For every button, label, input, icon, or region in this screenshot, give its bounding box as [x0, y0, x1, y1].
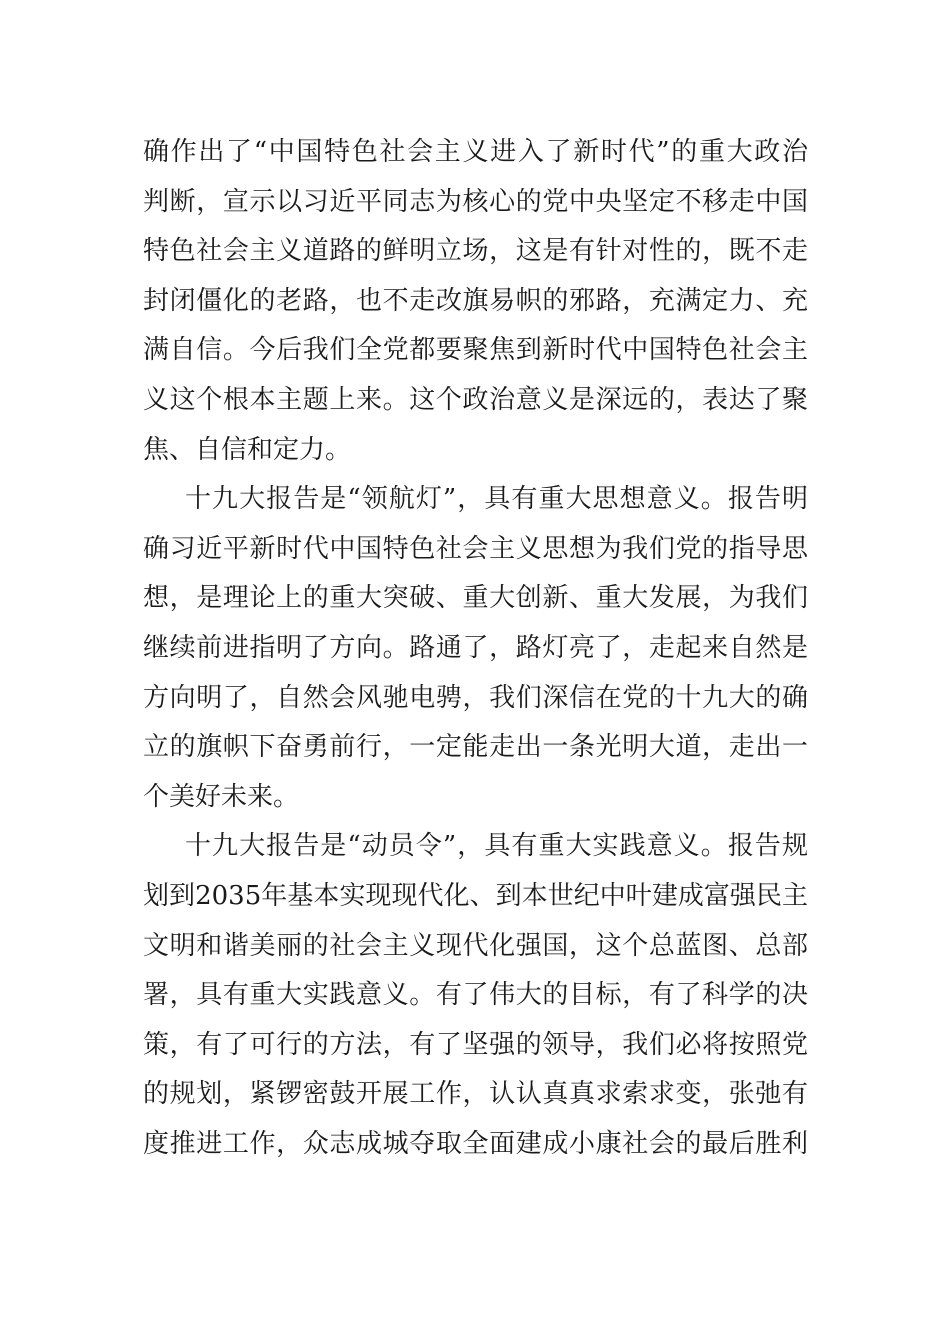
text-line: 十九大报告是“动员令”，具有重大实践意义。报告规	[185, 831, 808, 862]
text-line: 判断，宣示以习近平同志为核心的党中央坚定不移走中国	[143, 186, 808, 217]
text-line: 封闭僵化的老路，也不走改旗易帜的邪路，充满定力、充	[143, 285, 808, 316]
text-line: 策，有了可行的方法，有了坚强的领导，我们必将按照党	[143, 1029, 808, 1060]
text-line: 的规划，紧锣密鼓开展工作，认认真真求索求变，张弛有	[143, 1079, 808, 1110]
text-line: 确习近平新时代中国特色社会主义思想为我们党的指导思	[143, 533, 808, 564]
text-line: 度推进工作，众志成城夺取全面建成小康社会的最后胜利	[143, 1128, 808, 1159]
text-line: 个美好未来。	[143, 781, 300, 812]
text-line: 继续前进指明了方向。路通了，路灯亮了，走起来自然是	[143, 632, 808, 663]
text-line: 划到2035年基本实现现代化、到本世纪中叶建成富强民主	[143, 880, 808, 911]
paragraph-2	[143, 475, 808, 822]
text-line: 特色社会主义道路的鲜明立场，这是有针对性的，既不走	[143, 236, 808, 267]
paragraph-1	[143, 128, 808, 475]
text-line: 立的旗帜下奋勇前行，一定能走出一条光明大道，走出一	[143, 732, 808, 763]
text-line: 满自信。今后我们全党都要聚焦到新时代中国特色社会主	[143, 335, 808, 366]
text-line: 义这个根本主题上来。这个政治意义是深远的，表达了聚	[143, 384, 808, 415]
document-body	[143, 128, 808, 1169]
text-line: 方向明了，自然会风驰电骋，我们深信在党的十九大的确	[143, 682, 808, 713]
text-line: 确作出了“中国特色社会主义进入了新时代”的重大政治	[143, 137, 808, 167]
paragraph-3	[143, 822, 808, 1169]
text-line: 文明和谐美丽的社会主义现代化强国，这个总蓝图、总部	[143, 930, 808, 961]
text-line: 十九大报告是“领航灯”，具有重大思想意义。报告明	[185, 484, 808, 515]
text-line: 署，具有重大实践意义。有了伟大的目标，有了科学的决	[143, 980, 808, 1011]
text-line: 焦、自信和定力。	[143, 434, 352, 465]
text-line: 想，是理论上的重大突破、重大创新、重大发展，为我们	[143, 583, 808, 614]
